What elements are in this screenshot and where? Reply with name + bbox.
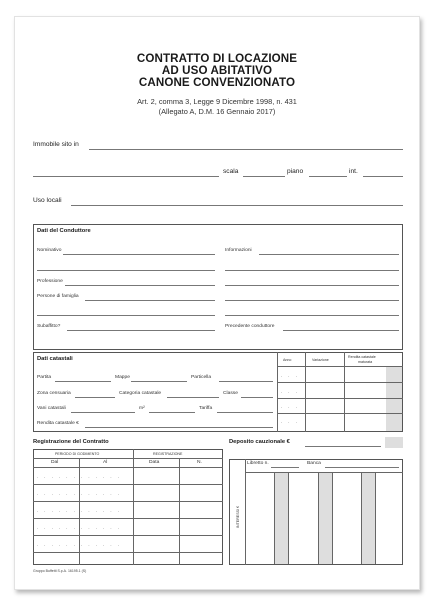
- col-n: N.: [197, 460, 202, 465]
- deposit-col-divider-4: [332, 473, 333, 564]
- registration-header-rule-2: [33, 467, 223, 468]
- deposit-left-divider: [245, 459, 246, 565]
- cadastral-divider-1: [277, 352, 278, 432]
- tenant-section-title: Dati del Conduttore: [37, 228, 91, 234]
- zona-censuaria-label: Zona censuaria: [37, 391, 71, 396]
- cadastral-row-rule-2: [277, 398, 403, 399]
- registration-ticks-row5: ' ' ' ' ' ' ' ' ' ' ' ': [37, 544, 122, 549]
- informazioni-field[interactable]: [259, 254, 399, 255]
- form-title-line2: AD USO ABITATIVO: [161, 64, 273, 77]
- subaffitto-field[interactable]: [67, 330, 215, 331]
- registration-col-divider-3: [179, 458, 180, 565]
- registration-row-rule-1: [33, 484, 223, 485]
- precedente-conduttore-label: Precedente conduttore: [225, 324, 275, 329]
- cadastral-divider-3: [344, 352, 345, 432]
- categoria-catastale-field[interactable]: [167, 397, 219, 398]
- deposit-col-divider-1: [274, 473, 275, 564]
- form-title-line1: CONTRATTO DI LOCAZIONE: [136, 52, 298, 65]
- registration-row-rule-5: [33, 552, 223, 553]
- int-label: int.: [349, 168, 358, 175]
- registration-ticks-row1: ' ' ' ' ' ' ' ' ' ' ' ': [37, 476, 122, 481]
- registrazione-header: REGISTRAZIONE: [153, 452, 183, 456]
- col-rendita-line1: Rendita catastale: [348, 355, 376, 359]
- libretto-label: Libretto n.: [247, 461, 269, 466]
- categoria-catastale-label: Categoria catastale: [119, 391, 162, 396]
- col-al: Al: [103, 460, 108, 465]
- form-subtitle-annex: (Allegato A, D.M. 16 Gennaio 2017): [158, 107, 276, 116]
- registration-header-rule-1: [33, 458, 223, 459]
- informazioni-label: Informazioni: [225, 248, 252, 253]
- banca-field[interactable]: [325, 467, 399, 468]
- persone-line-2[interactable]: [37, 315, 215, 316]
- deposit-shade-col-3: [361, 473, 375, 564]
- anno-ticks-row1: ' ' ': [281, 375, 300, 380]
- vani-catastali-label: Vani catastali: [37, 406, 66, 411]
- periodo-godimento-header: PERIODO DI GODIMENTO: [55, 452, 100, 456]
- anno-ticks-row2: ' ' ': [281, 391, 300, 396]
- deposit-col-divider-5: [361, 473, 362, 564]
- scala-field[interactable]: [243, 176, 285, 177]
- cadastral-divider-2: [305, 352, 306, 432]
- registration-row-rule-3: [33, 518, 223, 519]
- registration-col-divider-2: [133, 449, 134, 565]
- address-continuation-field[interactable]: [33, 176, 219, 177]
- piano-label: piano: [287, 168, 304, 175]
- nominativo-field[interactable]: [63, 254, 215, 255]
- professione-label: Professione: [37, 279, 63, 284]
- particella-label: Particella: [191, 375, 212, 380]
- anno-ticks-row4: ' ' ': [281, 421, 300, 426]
- mappe-label: Mappe: [115, 375, 130, 380]
- piano-field[interactable]: [309, 176, 347, 177]
- deposit-table: [229, 459, 403, 565]
- registration-ticks-row4: ' ' ' ' ' ' ' ' ' ' ' ': [37, 527, 122, 532]
- partita-field[interactable]: [55, 381, 111, 382]
- persone-famiglia-field[interactable]: [85, 300, 215, 301]
- deposit-shade-col-2: [318, 473, 332, 564]
- col-anno: Anno: [283, 358, 292, 362]
- partita-label: Partita: [37, 375, 52, 380]
- precedente-conduttore-field[interactable]: [283, 330, 399, 331]
- tariffa-label: Tariffa: [199, 406, 213, 411]
- tenant-section: [33, 224, 403, 350]
- form-sheet: [14, 16, 420, 590]
- registration-ticks-row2: ' ' ' ' ' ' ' ' ' ' ' ': [37, 493, 122, 498]
- uso-locali-label: Uso locali: [33, 197, 62, 204]
- col-variazione: Variazione: [312, 358, 329, 362]
- particella-field[interactable]: [219, 381, 273, 382]
- rendita-catastale-label: Rendita catastale €: [37, 421, 79, 426]
- info-line-4[interactable]: [225, 300, 399, 301]
- info-line-3[interactable]: [225, 285, 399, 286]
- anno-ticks-row3: ' ' ': [281, 406, 300, 411]
- nominativo-label: Nominativo: [37, 248, 62, 253]
- tenant-line-2[interactable]: [37, 270, 215, 271]
- zona-censuaria-field[interactable]: [75, 397, 115, 398]
- deposit-col-divider-6: [375, 473, 376, 564]
- publisher-footer: Gruppo Buffetti S.p.A. 16195.1 (S): [33, 569, 87, 573]
- tariffa-field[interactable]: [217, 412, 273, 413]
- uso-locali-field[interactable]: [71, 205, 403, 206]
- info-line-5[interactable]: [225, 315, 399, 316]
- banca-label: Banca: [307, 461, 321, 466]
- cadastral-header-rule: [277, 366, 403, 367]
- deposit-section-title: Deposito cauzionale €: [229, 439, 290, 445]
- libretto-field[interactable]: [271, 467, 299, 468]
- int-field[interactable]: [363, 176, 403, 177]
- registration-row-rule-4: [33, 535, 223, 536]
- registration-row-rule-2: [33, 501, 223, 502]
- form-title-line3: CANONE CONVENZIONATO: [138, 76, 296, 89]
- immobile-label: Immobile sito in: [33, 141, 79, 148]
- rendita-catastale-field[interactable]: [85, 427, 273, 428]
- deposit-shaded-cell: [385, 437, 403, 448]
- registration-ticks-row3: ' ' ' ' ' ' ' ' ' ' ' ': [37, 510, 122, 515]
- deposit-amount-field[interactable]: [305, 446, 381, 447]
- cadastral-section: [33, 352, 403, 432]
- classe-field[interactable]: [241, 397, 273, 398]
- professione-field[interactable]: [65, 285, 215, 286]
- info-line-2[interactable]: [225, 270, 399, 271]
- m2-label: m²: [139, 406, 145, 411]
- mappe-field[interactable]: [131, 381, 187, 382]
- deposit-col-divider-2: [288, 473, 289, 564]
- form-subtitle-law: Art. 2, comma 3, Legge 9 Dicembre 1998, n. 431: [137, 97, 297, 106]
- interessi-label: INTERESSI €: [235, 506, 240, 528]
- cadastral-row-rule-3: [277, 413, 403, 414]
- subaffitto-label: Subaffitto?: [37, 324, 61, 329]
- registration-section-title: Registrazione del Contratto: [33, 439, 109, 445]
- immobile-field[interactable]: [89, 149, 403, 150]
- m2-field[interactable]: [149, 412, 195, 413]
- vani-catastali-field[interactable]: [71, 412, 135, 413]
- cadastral-row-rule-1: [277, 382, 403, 383]
- classe-label: Classe: [223, 391, 238, 396]
- cadastral-shaded-column: [386, 367, 402, 431]
- deposit-shade-col-1: [274, 473, 288, 564]
- col-data: Data: [149, 460, 160, 465]
- deposit-col-divider-3: [318, 473, 319, 564]
- cadastral-section-title: Dati catastali: [37, 356, 73, 362]
- col-rendita-line2: maturata: [358, 360, 373, 364]
- persone-famiglia-label: Persone di famiglia: [37, 294, 79, 299]
- col-dal: Dal: [51, 460, 59, 465]
- scala-label: scala: [223, 168, 239, 175]
